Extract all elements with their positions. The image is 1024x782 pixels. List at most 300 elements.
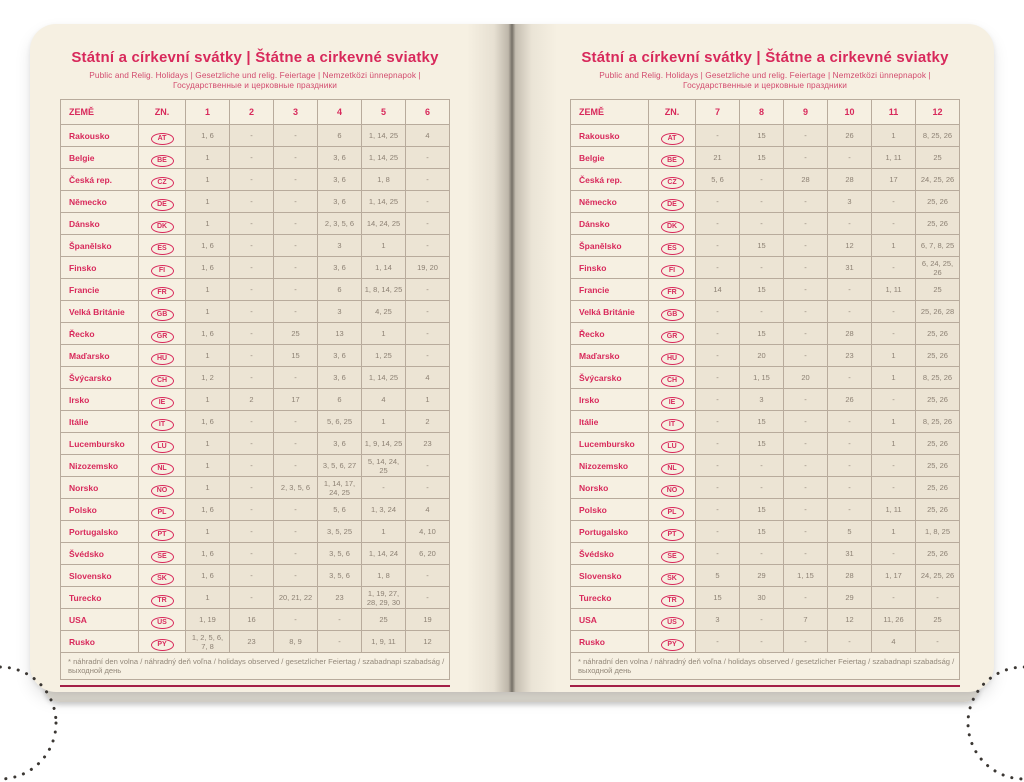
holiday-dates-cell: - [274, 499, 318, 521]
holiday-dates-cell: 3 [828, 191, 872, 213]
holiday-dates-cell: - [696, 345, 740, 367]
holiday-dates-cell: - [828, 477, 872, 499]
holiday-dates-cell: 1 [186, 345, 230, 367]
holiday-dates-cell: 1, 6 [186, 499, 230, 521]
holiday-dates-cell: - [362, 477, 406, 499]
holiday-dates-cell: 5, 6, 25 [318, 411, 362, 433]
column-header: ZEMĚ [571, 100, 649, 125]
holiday-dates-cell: 29 [828, 587, 872, 609]
country-code-badge: NO [151, 485, 174, 497]
holiday-dates-cell: 3, 6 [318, 147, 362, 169]
holiday-dates-cell: - [274, 433, 318, 455]
holiday-dates-cell: - [230, 169, 274, 191]
country-name: Řecko [61, 323, 139, 345]
holiday-dates-cell: 1 [186, 169, 230, 191]
column-header: 1 [186, 100, 230, 125]
holiday-dates-cell: 1, 25 [362, 345, 406, 367]
country-name: Polsko [61, 499, 139, 521]
holiday-dates-cell: 4 [406, 499, 450, 521]
holiday-dates-cell: - [274, 213, 318, 235]
holiday-dates-cell: - [230, 367, 274, 389]
column-header: ZN. [139, 100, 186, 125]
country-code-cell [139, 301, 186, 323]
holiday-dates-cell: 3, 5, 6, 27 [318, 455, 362, 477]
holiday-dates-cell: - [872, 477, 916, 499]
country-name: Švédsko [571, 543, 649, 565]
country-code-cell [649, 257, 696, 279]
holiday-dates-cell: - [230, 587, 274, 609]
holiday-dates-cell: - [696, 125, 740, 147]
holiday-dates-cell: 1, 8, 14, 25 [362, 279, 406, 301]
country-row [571, 235, 960, 257]
country-name: Švýcarsko [61, 367, 139, 389]
footnote: * náhradní den volna / náhradný deň voľna / holidays observed / gesetzlicher Feiertag / szabadnapi szabadság / выходной день [571, 653, 960, 680]
country-name: Španělsko [571, 235, 649, 257]
holiday-dates-cell: 3, 5, 6 [318, 543, 362, 565]
country-code-badge: HU [151, 353, 174, 365]
holiday-dates-cell: - [784, 543, 828, 565]
country-name: Finsko [61, 257, 139, 279]
holiday-dates-cell: - [230, 323, 274, 345]
holiday-dates-cell: 3 [740, 389, 784, 411]
holiday-dates-cell: 1 [362, 411, 406, 433]
holiday-dates-cell: - [274, 169, 318, 191]
holiday-dates-cell: 23 [828, 345, 872, 367]
country-name: Lucembursko [571, 433, 649, 455]
column-header: 7 [696, 100, 740, 125]
holiday-dates-cell: - [784, 411, 828, 433]
country-code-badge: US [151, 617, 174, 629]
country-code-badge: ES [151, 243, 174, 255]
country-code-cell [139, 499, 186, 521]
country-name: Norsko [571, 477, 649, 499]
holiday-dates-cell: 20, 21, 22 [274, 587, 318, 609]
holiday-dates-cell: - [696, 499, 740, 521]
country-code-cell [139, 235, 186, 257]
country-row [571, 169, 960, 191]
holiday-dates-cell: - [696, 301, 740, 323]
holiday-dates-cell: 5 [696, 565, 740, 587]
holiday-dates-cell: 25, 26 [916, 323, 960, 345]
country-row [61, 521, 450, 543]
holiday-dates-cell: 25, 26 [916, 345, 960, 367]
country-code-cell [649, 411, 696, 433]
holiday-dates-cell: 1, 6 [186, 543, 230, 565]
holiday-dates-cell: - [230, 191, 274, 213]
country-row [571, 345, 960, 367]
country-name: Itálie [61, 411, 139, 433]
holiday-dates-cell: 1, 11 [872, 147, 916, 169]
holiday-dates-cell: - [740, 631, 784, 653]
country-name: Nizozemsko [61, 455, 139, 477]
country-row [61, 543, 450, 565]
holiday-dates-cell: 29 [740, 565, 784, 587]
holiday-dates-cell: 4 [406, 125, 450, 147]
country-row [571, 411, 960, 433]
holiday-dates-cell: 15 [740, 411, 784, 433]
holiday-dates-cell: 5, 14, 24, 25 [362, 455, 406, 477]
holiday-dates-cell: 14 [696, 279, 740, 301]
header-row [571, 100, 960, 125]
holiday-dates-cell: - [230, 213, 274, 235]
holiday-dates-cell: - [230, 521, 274, 543]
holiday-dates-cell: - [230, 235, 274, 257]
holiday-dates-cell: - [740, 455, 784, 477]
holiday-dates-cell: - [784, 477, 828, 499]
holiday-dates-cell: - [784, 433, 828, 455]
holiday-dates-cell: 21 [696, 147, 740, 169]
country-code-cell [139, 631, 186, 653]
column-header: 10 [828, 100, 872, 125]
holiday-dates-cell: 1, 8 [362, 565, 406, 587]
country-code-badge: CH [151, 375, 174, 387]
holiday-dates-cell: 2, 3, 5, 6 [318, 213, 362, 235]
country-code-cell [649, 367, 696, 389]
country-code-cell [139, 455, 186, 477]
holiday-dates-cell: 3 [318, 301, 362, 323]
holiday-dates-cell: 1, 11 [872, 279, 916, 301]
country-code-badge: DE [661, 199, 684, 211]
holiday-dates-cell: - [406, 323, 450, 345]
holiday-dates-cell: 3, 6 [318, 257, 362, 279]
column-header: 6 [406, 100, 450, 125]
country-row [571, 609, 960, 631]
country-name: Belgie [61, 147, 139, 169]
holiday-dates-cell: 1, 14, 17, 24, 25 [318, 477, 362, 499]
holiday-dates-cell: - [872, 301, 916, 323]
holiday-dates-cell: - [916, 587, 960, 609]
holiday-dates-cell: 7 [784, 609, 828, 631]
holiday-dates-cell: 15 [740, 279, 784, 301]
holiday-dates-cell: - [872, 543, 916, 565]
holiday-dates-cell: - [406, 455, 450, 477]
country-name: Finsko [571, 257, 649, 279]
country-row [571, 301, 960, 323]
holiday-dates-cell: 5, 6 [696, 169, 740, 191]
holiday-dates-cell: - [828, 279, 872, 301]
holiday-dates-cell: 1 [186, 213, 230, 235]
country-row [571, 543, 960, 565]
holiday-dates-cell: - [872, 323, 916, 345]
holiday-dates-cell: 1, 9, 14, 25 [362, 433, 406, 455]
column-header: 12 [916, 100, 960, 125]
holiday-dates-cell: - [740, 169, 784, 191]
holiday-dates-cell: 4 [406, 367, 450, 389]
holiday-dates-cell: - [274, 367, 318, 389]
holiday-dates-cell: - [696, 389, 740, 411]
country-name: Lucembursko [61, 433, 139, 455]
holiday-dates-cell: - [872, 389, 916, 411]
holiday-dates-cell: 1 [872, 521, 916, 543]
country-code-badge: NL [151, 463, 174, 475]
country-row [571, 147, 960, 169]
country-code-badge: DE [151, 199, 174, 211]
holiday-dates-cell: - [696, 631, 740, 653]
country-name: Česká rep. [571, 169, 649, 191]
holiday-dates-cell: - [784, 125, 828, 147]
country-code-badge: US [661, 617, 684, 629]
holiday-dates-cell: - [740, 257, 784, 279]
holiday-dates-cell: - [872, 213, 916, 235]
holiday-dates-cell: - [784, 191, 828, 213]
holiday-dates-cell: 1 [362, 235, 406, 257]
country-name: Rakousko [571, 125, 649, 147]
page-title: Státní a církevní svátky | Štátne a cirkevné sviatky [581, 49, 949, 66]
holiday-dates-cell: - [230, 565, 274, 587]
holiday-dates-cell: 13 [318, 323, 362, 345]
holiday-dates-cell: - [230, 411, 274, 433]
holiday-dates-cell: - [406, 477, 450, 499]
holiday-dates-cell: 25, 26 [916, 389, 960, 411]
holiday-dates-cell: 25, 26 [916, 543, 960, 565]
holiday-dates-cell: - [784, 279, 828, 301]
country-row [61, 345, 450, 367]
holiday-dates-cell: - [696, 411, 740, 433]
holiday-dates-cell: 23 [406, 433, 450, 455]
country-name: Francie [61, 279, 139, 301]
country-code-badge: GR [661, 331, 684, 343]
country-code-badge: LU [151, 441, 174, 453]
country-name: Německo [571, 191, 649, 213]
country-row [61, 455, 450, 477]
country-name: Portugalsko [61, 521, 139, 543]
holiday-dates-cell: - [230, 257, 274, 279]
country-name: Německo [61, 191, 139, 213]
holiday-dates-cell: - [828, 433, 872, 455]
country-code-badge: AT [151, 133, 174, 145]
country-code-badge: AT [661, 133, 684, 145]
holiday-dates-cell: - [828, 631, 872, 653]
country-row [61, 301, 450, 323]
holiday-dates-cell: 28 [828, 323, 872, 345]
country-code-cell [649, 455, 696, 477]
country-name: Nizozemsko [571, 455, 649, 477]
country-code-cell [649, 323, 696, 345]
country-code-cell [649, 147, 696, 169]
holiday-dates-cell: 1, 2, 5, 6, 7, 8 [186, 631, 230, 653]
holiday-dates-cell: 8, 25, 26 [916, 367, 960, 389]
country-row [571, 191, 960, 213]
holiday-dates-cell: 4 [872, 631, 916, 653]
holiday-dates-cell: 3, 5, 6 [318, 565, 362, 587]
holiday-dates-cell: 4 [362, 389, 406, 411]
country-code-badge: SE [661, 551, 684, 563]
holiday-dates-cell: 1, 14, 25 [362, 191, 406, 213]
holiday-dates-cell: - [406, 147, 450, 169]
country-row [571, 257, 960, 279]
holiday-dates-cell: - [784, 257, 828, 279]
holiday-table-jul-dec [570, 99, 960, 680]
holiday-dates-cell: - [274, 147, 318, 169]
holiday-dates-cell: 6, 20 [406, 543, 450, 565]
holiday-dates-cell: 1, 19, 27, 28, 29, 30 [362, 587, 406, 609]
country-row [61, 125, 450, 147]
holiday-dates-cell: 25, 26 [916, 191, 960, 213]
country-code-cell [139, 543, 186, 565]
page-title: Státní a církevní svátky | Štátne a cirkevné sviatky [71, 49, 439, 66]
country-row [571, 565, 960, 587]
holiday-dates-cell: 15 [740, 323, 784, 345]
holiday-dates-cell: - [274, 455, 318, 477]
country-name: Maďarsko [571, 345, 649, 367]
holiday-dates-cell: 5 [828, 521, 872, 543]
country-name: Slovensko [571, 565, 649, 587]
footnote: * náhradní den volna / náhradný deň voľna / holidays observed / gesetzlicher Feiertag / szabadnapi szabadság / выходной день [61, 653, 450, 680]
holiday-dates-cell: 3, 5, 25 [318, 521, 362, 543]
country-code-cell [649, 499, 696, 521]
country-row [61, 169, 450, 191]
holiday-dates-cell: 6 [318, 389, 362, 411]
holiday-dates-cell: 11, 26 [872, 609, 916, 631]
country-code-badge: PT [151, 529, 174, 541]
holiday-dates-cell: - [696, 235, 740, 257]
holiday-dates-cell: 24, 25, 26 [916, 565, 960, 587]
holiday-dates-cell: 24, 25, 26 [916, 169, 960, 191]
holiday-dates-cell: 15 [740, 147, 784, 169]
country-row [61, 477, 450, 499]
holiday-dates-cell: 2 [406, 411, 450, 433]
holiday-dates-cell: 1, 8 [362, 169, 406, 191]
holiday-dates-cell: 1 [186, 587, 230, 609]
country-row [61, 631, 450, 653]
holiday-dates-cell: - [696, 543, 740, 565]
holiday-dates-cell: 4, 10 [406, 521, 450, 543]
holiday-dates-cell: 1, 15 [784, 565, 828, 587]
holiday-dates-cell: 31 [828, 257, 872, 279]
holiday-dates-cell: - [230, 147, 274, 169]
holiday-dates-cell: 15 [274, 345, 318, 367]
holiday-dates-cell: - [696, 213, 740, 235]
holiday-dates-cell: - [230, 455, 274, 477]
holiday-dates-cell: 1 [186, 521, 230, 543]
holiday-dates-cell: 17 [872, 169, 916, 191]
country-code-cell [139, 169, 186, 191]
country-code-badge: FI [661, 265, 684, 277]
book-spine-gutter [467, 24, 557, 692]
holiday-dates-cell: - [274, 411, 318, 433]
holiday-dates-cell: 25 [362, 609, 406, 631]
country-name: Rakousko [61, 125, 139, 147]
holiday-dates-cell: 23 [318, 587, 362, 609]
country-code-cell [649, 125, 696, 147]
holiday-dates-cell: 1, 14, 25 [362, 147, 406, 169]
holiday-dates-cell: - [872, 587, 916, 609]
holiday-dates-cell: 12 [406, 631, 450, 653]
holiday-dates-cell: 1, 3, 24 [362, 499, 406, 521]
holiday-dates-cell: - [784, 631, 828, 653]
holiday-dates-cell: 16 [230, 609, 274, 631]
divider-rule [570, 685, 960, 687]
holiday-dates-cell: - [784, 499, 828, 521]
holiday-dates-cell: 15 [740, 521, 784, 543]
country-row [61, 433, 450, 455]
country-code-cell [649, 235, 696, 257]
holiday-dates-cell: - [696, 455, 740, 477]
country-row [61, 279, 450, 301]
holiday-dates-cell: 25, 26, 28 [916, 301, 960, 323]
country-name: Rusko [61, 631, 139, 653]
country-code-cell [139, 257, 186, 279]
country-name: Velká Británie [571, 301, 649, 323]
column-header: ZEMĚ [61, 100, 139, 125]
country-code-cell [139, 609, 186, 631]
country-code-badge: SE [151, 551, 174, 563]
country-row [61, 587, 450, 609]
country-code-badge: TR [151, 595, 174, 607]
holiday-dates-cell: - [696, 477, 740, 499]
country-row [571, 587, 960, 609]
country-code-cell [139, 587, 186, 609]
column-header: 11 [872, 100, 916, 125]
holiday-dates-cell: 25, 26 [916, 455, 960, 477]
country-name: Turecko [571, 587, 649, 609]
holiday-dates-cell: - [274, 301, 318, 323]
holiday-dates-cell: - [406, 565, 450, 587]
country-row [571, 213, 960, 235]
country-code-badge: GB [151, 309, 174, 321]
country-code-badge: NO [661, 485, 684, 497]
holiday-dates-cell: - [406, 587, 450, 609]
holiday-dates-cell: 1 [186, 191, 230, 213]
country-code-badge: SK [661, 573, 684, 585]
country-code-cell [139, 411, 186, 433]
country-row [61, 411, 450, 433]
country-code-cell [139, 323, 186, 345]
holiday-dates-cell: 20 [740, 345, 784, 367]
country-name: Švýcarsko [571, 367, 649, 389]
country-row [61, 389, 450, 411]
holiday-dates-cell: - [784, 587, 828, 609]
holiday-dates-cell: 15 [740, 125, 784, 147]
holiday-dates-cell: 1 [186, 301, 230, 323]
holiday-dates-cell: 3, 6 [318, 433, 362, 455]
holiday-dates-cell: 1 [362, 521, 406, 543]
country-name: Irsko [571, 389, 649, 411]
holiday-dates-cell: 1, 15 [740, 367, 784, 389]
country-row [61, 147, 450, 169]
country-row [61, 191, 450, 213]
country-code-cell [649, 301, 696, 323]
divider-rule [60, 685, 450, 687]
column-header: ZN. [649, 100, 696, 125]
holiday-dates-cell: 25, 26 [916, 477, 960, 499]
country-code-badge: SK [151, 573, 174, 585]
holiday-dates-cell: 20 [784, 367, 828, 389]
country-name: Dánsko [571, 213, 649, 235]
country-name: Velká Británie [61, 301, 139, 323]
holiday-dates-cell: 12 [828, 609, 872, 631]
country-name: Francie [571, 279, 649, 301]
holiday-dates-cell: 1 [186, 147, 230, 169]
holiday-dates-cell: 4, 25 [362, 301, 406, 323]
holiday-dates-cell: 1, 17 [872, 565, 916, 587]
holiday-dates-cell: 25, 26 [916, 499, 960, 521]
country-code-badge: CH [661, 375, 684, 387]
holiday-dates-cell: 1, 19 [186, 609, 230, 631]
holiday-dates-cell: - [696, 191, 740, 213]
holiday-dates-cell: - [872, 191, 916, 213]
holiday-dates-cell: - [230, 125, 274, 147]
country-code-cell [139, 125, 186, 147]
holiday-dates-cell: - [406, 191, 450, 213]
country-code-cell [649, 631, 696, 653]
country-code-badge: PL [661, 507, 684, 519]
country-code-badge: NL [661, 463, 684, 475]
country-code-badge: DK [661, 221, 684, 233]
page-subtitle: Public and Relig. Holidays | Gesetzliche und relig. Feiertage | Nemzetközi ünnepnapok | Государственные и церковные праздники [89, 70, 421, 90]
country-code-badge: IE [661, 397, 684, 409]
holiday-dates-cell: - [784, 455, 828, 477]
